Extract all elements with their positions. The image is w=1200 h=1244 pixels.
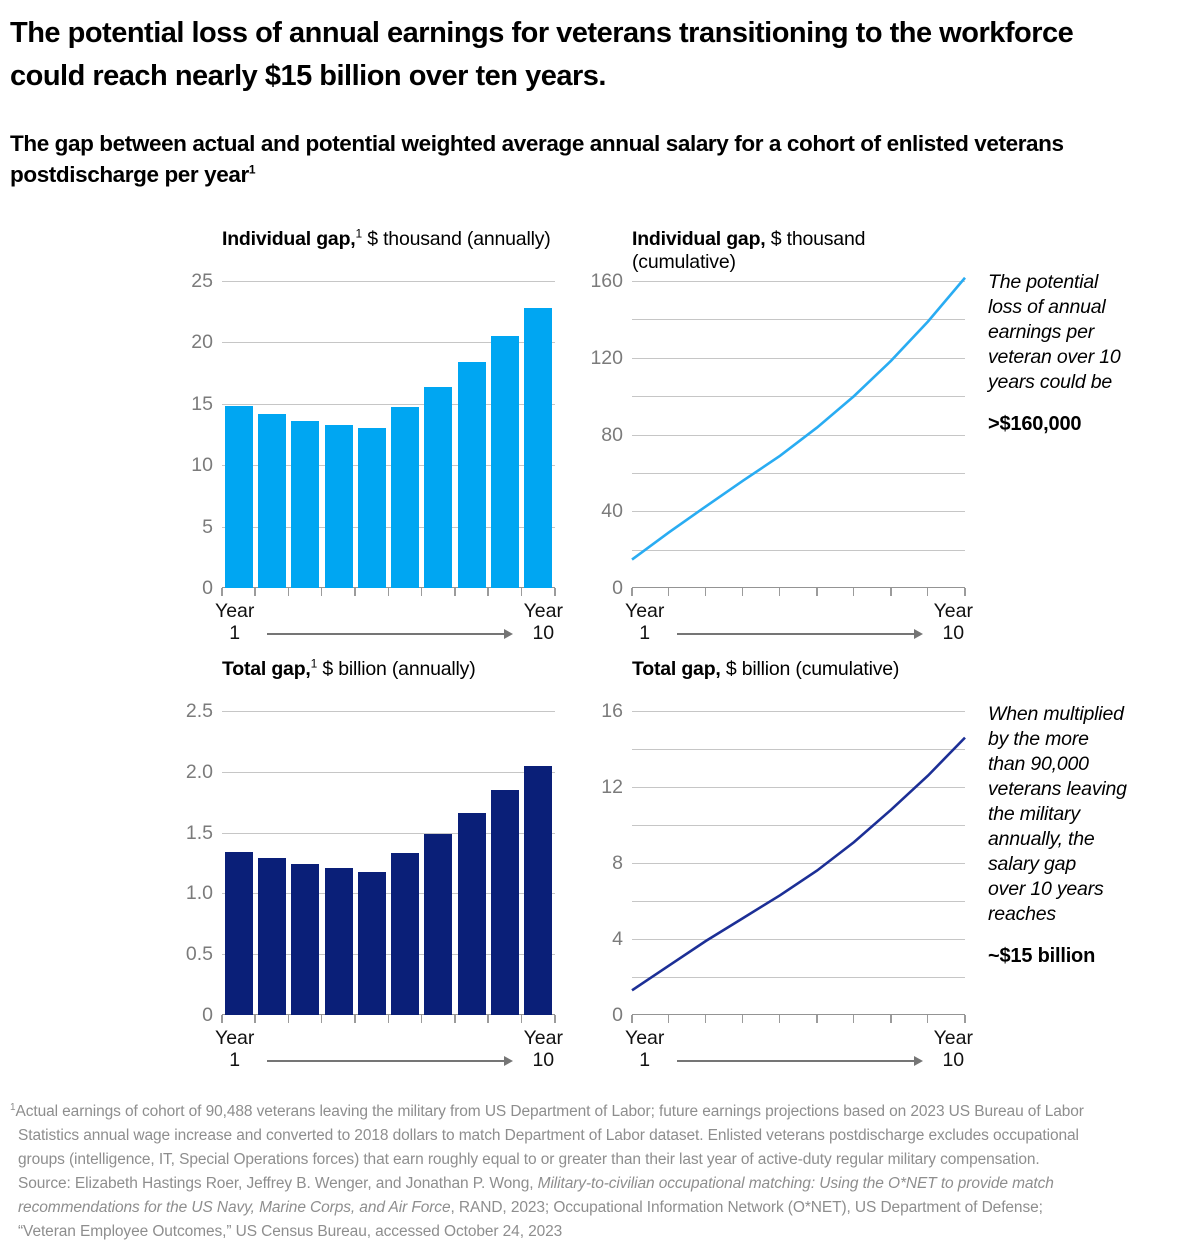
annotation-body	[988, 270, 1148, 395]
bar	[291, 864, 319, 1015]
x-tick	[890, 1015, 892, 1023]
x-tick	[321, 588, 323, 596]
bar	[491, 790, 519, 1015]
y-axis-labels	[570, 700, 632, 1026]
chart-title	[632, 228, 967, 281]
x-tick	[631, 588, 633, 596]
x-tick	[927, 588, 929, 596]
annotation-line: When multiplied	[988, 703, 1124, 725]
annotation-line: reaches	[988, 903, 1056, 925]
bar	[391, 407, 419, 588]
x-axis-start-label: Year 1	[215, 1027, 255, 1071]
y-tick-label: 2.0	[185, 760, 213, 783]
bar	[458, 813, 486, 1015]
x-tick	[890, 588, 892, 596]
x-tick	[668, 588, 670, 596]
bar	[258, 414, 286, 588]
bar	[225, 406, 253, 588]
chart-title-footnote-marker: 1	[310, 656, 318, 671]
subtitle-footnote-marker: 1	[248, 162, 256, 177]
x-axis-labels	[215, 1027, 563, 1071]
y-tick-label: 5	[202, 515, 213, 538]
bar	[358, 872, 386, 1015]
x-tick	[927, 1015, 929, 1023]
x-tick	[521, 588, 523, 596]
x-tick	[254, 588, 256, 596]
chart-title	[222, 228, 557, 281]
x-tick	[853, 1015, 855, 1023]
annotation-line: over 10 years	[988, 878, 1104, 900]
x-axis-start-label: Year 1	[215, 600, 255, 644]
y-tick-label: 160	[590, 270, 623, 292]
annotation-total-gap	[988, 702, 1148, 969]
footnote-line: $^1$Actual earnings of cohort of 90,488 veterans leaving the military from US Department of Labor; future earnings projections based on 2023 US Bureau of Labor	[10, 1101, 1084, 1120]
annotation-line: years could be	[988, 371, 1113, 393]
x-tick	[964, 588, 966, 596]
x-tick	[705, 1015, 707, 1023]
x-axis-ticks	[222, 588, 555, 597]
bar-series	[222, 281, 555, 588]
bar	[225, 852, 253, 1015]
x-axis-arrow-icon	[267, 1060, 510, 1062]
page-subtitle	[10, 128, 1125, 190]
x-tick	[288, 1015, 290, 1023]
y-tick-label: 40	[601, 500, 623, 523]
bar	[491, 336, 519, 588]
x-tick	[742, 588, 744, 596]
x-axis-ticks	[222, 1015, 555, 1024]
x-tick	[705, 588, 707, 596]
bar	[458, 362, 486, 588]
bar	[258, 858, 286, 1015]
y-tick-label: 16	[601, 700, 623, 722]
annotation-line: loss of annual	[988, 296, 1106, 318]
annotation-line: veteran over 10	[988, 346, 1121, 368]
x-axis-arrow-icon	[267, 633, 510, 635]
x-tick	[631, 1015, 633, 1023]
chart-title	[632, 658, 967, 711]
annotation-line: than 90,000	[988, 753, 1089, 775]
footnote-line: Source: Elizabeth Hastings Roer, Jeffrey B. Wenger, and Jonathan P. Wong, Military-to-civilian occupational matching: Using the O*NET to provide match	[18, 1175, 1054, 1192]
y-tick-label: 0	[202, 577, 213, 599]
x-axis-arrow-icon	[677, 633, 920, 635]
x-axis-end-label: Year 10	[523, 1027, 563, 1071]
y-tick-label: 0	[202, 1004, 213, 1026]
chart-individual-gap-annual	[160, 226, 563, 644]
y-tick-label: 0.5	[185, 943, 213, 966]
bar	[391, 853, 419, 1015]
annotation-line: veterans leaving	[988, 778, 1127, 800]
x-axis-labels	[215, 600, 563, 644]
footnote-line: Statistics annual wage increase and converted to 2018 dollars to match Department of Labor dataset. Enlisted veterans postdischarge excludes occupational	[18, 1127, 1079, 1144]
plot-area	[222, 281, 555, 588]
annotation-line: earnings per	[988, 321, 1095, 343]
annotation-individual-gap	[988, 270, 1148, 437]
x-axis-labels	[625, 600, 973, 644]
line-series	[632, 711, 965, 1015]
footnote-line: recommendations for the US Navy, Marine Corps, and Air Force, RAND, 2023; Occupational Information Network (O*NET), US Department of Defense;	[18, 1199, 1043, 1216]
x-axis-end-label: Year 10	[933, 1027, 973, 1071]
x-axis-start-label: Year 1	[625, 600, 665, 644]
x-axis-ticks	[632, 588, 965, 597]
x-tick	[554, 588, 556, 596]
bar	[325, 868, 353, 1015]
chart-title-footnote-marker: 1	[355, 226, 362, 241]
x-tick	[742, 1015, 744, 1023]
annotation-value: ~$15 billion	[988, 945, 1096, 967]
bar	[424, 834, 452, 1015]
x-tick	[554, 1015, 556, 1023]
x-tick	[388, 1015, 390, 1023]
x-tick	[454, 588, 456, 596]
bar	[424, 387, 452, 588]
chart-individual-gap-cumulative	[570, 228, 973, 644]
chart-title-bold: Total gap,	[222, 658, 311, 680]
x-axis-labels	[625, 1027, 973, 1071]
page-title: The potential loss of annual earnings for veterans transitioning to the workforce could reach nearly $15 billion over ten years.	[10, 17, 1074, 92]
y-tick-label: 4	[612, 928, 623, 950]
x-axis-ticks	[632, 1015, 965, 1024]
y-tick-label: 8	[612, 852, 623, 874]
x-tick	[454, 1015, 456, 1023]
x-tick	[221, 588, 223, 596]
x-tick	[779, 588, 781, 596]
bar	[524, 308, 552, 588]
bar	[358, 428, 386, 588]
annotation-line: annually, the	[988, 828, 1095, 850]
bar-series	[222, 711, 555, 1015]
x-axis-start-label: Year 1	[625, 1027, 665, 1071]
y-tick-label: 120	[590, 346, 623, 369]
chart-title-units: $ thousand (cumulative)	[632, 228, 866, 273]
x-tick	[779, 1015, 781, 1023]
y-tick-label: 0	[612, 577, 623, 599]
x-tick	[853, 588, 855, 596]
y-tick-label: 12	[601, 776, 623, 798]
y-tick-label: 1.5	[185, 821, 213, 844]
x-axis-arrow-icon	[677, 1060, 920, 1062]
y-tick-label: 20	[191, 331, 213, 354]
x-tick	[487, 588, 489, 596]
annotation-line: The potential	[988, 271, 1099, 293]
footnote	[10, 1100, 1196, 1244]
annotation-line: the military	[988, 803, 1080, 825]
y-tick-label: 0	[612, 1004, 623, 1026]
chart-title-units: $ thousand (annually)	[362, 228, 551, 250]
x-tick	[221, 1015, 223, 1023]
x-tick	[816, 588, 818, 596]
chart-total-gap-annual	[160, 656, 563, 1071]
footnote-line: “Veteran Employee Outcomes,” US Census Bureau, accessed October 24, 2023	[18, 1223, 563, 1240]
footnote-line: groups (intelligence, IT, Special Operations forces) that earn roughly equal to or greater than their last year of active-duty regular military compensation.	[18, 1151, 1040, 1168]
x-tick	[521, 1015, 523, 1023]
x-tick	[421, 588, 423, 596]
bar	[524, 766, 552, 1015]
chart-title-units: $ billion (annually)	[317, 658, 476, 680]
x-tick	[668, 1015, 670, 1023]
x-tick	[254, 1015, 256, 1023]
x-tick	[354, 588, 356, 596]
x-tick	[964, 1015, 966, 1023]
x-axis-end-label: Year 10	[933, 600, 973, 644]
chart-title-units: $ billion (cumulative)	[720, 658, 900, 680]
chart-title-bold: Total gap,	[632, 658, 721, 680]
x-tick	[816, 1015, 818, 1023]
y-tick-label: 15	[191, 392, 213, 415]
y-tick-label: 80	[601, 423, 623, 446]
y-axis-labels	[160, 270, 222, 599]
y-axis-labels	[570, 270, 632, 599]
chart-total-gap-cumulative	[570, 658, 973, 1071]
annotation-body	[988, 702, 1148, 927]
x-axis-end-label: Year 10	[523, 600, 563, 644]
subtitle-text: The gap between actual and potential weighted average annual salary for a cohort of enlisted veterans postdischarge per year	[10, 131, 1064, 187]
annotation-line: salary gap	[988, 853, 1076, 875]
x-tick	[388, 588, 390, 596]
y-tick-label: 2.5	[185, 700, 213, 722]
chart-title-bold: Individual gap,	[222, 228, 356, 250]
y-axis-labels	[160, 700, 222, 1026]
y-tick-label: 10	[191, 454, 213, 477]
chart-title	[222, 658, 557, 711]
bar	[325, 425, 353, 588]
plot-area	[632, 711, 965, 1015]
annotation-value: >$160,000	[988, 413, 1082, 435]
x-tick	[421, 1015, 423, 1023]
line-series	[632, 281, 965, 588]
y-tick-label: 25	[191, 270, 213, 292]
x-tick	[288, 588, 290, 596]
x-tick	[321, 1015, 323, 1023]
y-tick-label: 1.0	[185, 882, 213, 905]
plot-area	[222, 711, 555, 1015]
annotation-line: by the more	[988, 728, 1089, 750]
chart-title-bold: Individual gap,	[632, 228, 766, 250]
x-tick	[354, 1015, 356, 1023]
x-tick	[487, 1015, 489, 1023]
bar	[291, 421, 319, 588]
plot-area	[632, 281, 965, 588]
